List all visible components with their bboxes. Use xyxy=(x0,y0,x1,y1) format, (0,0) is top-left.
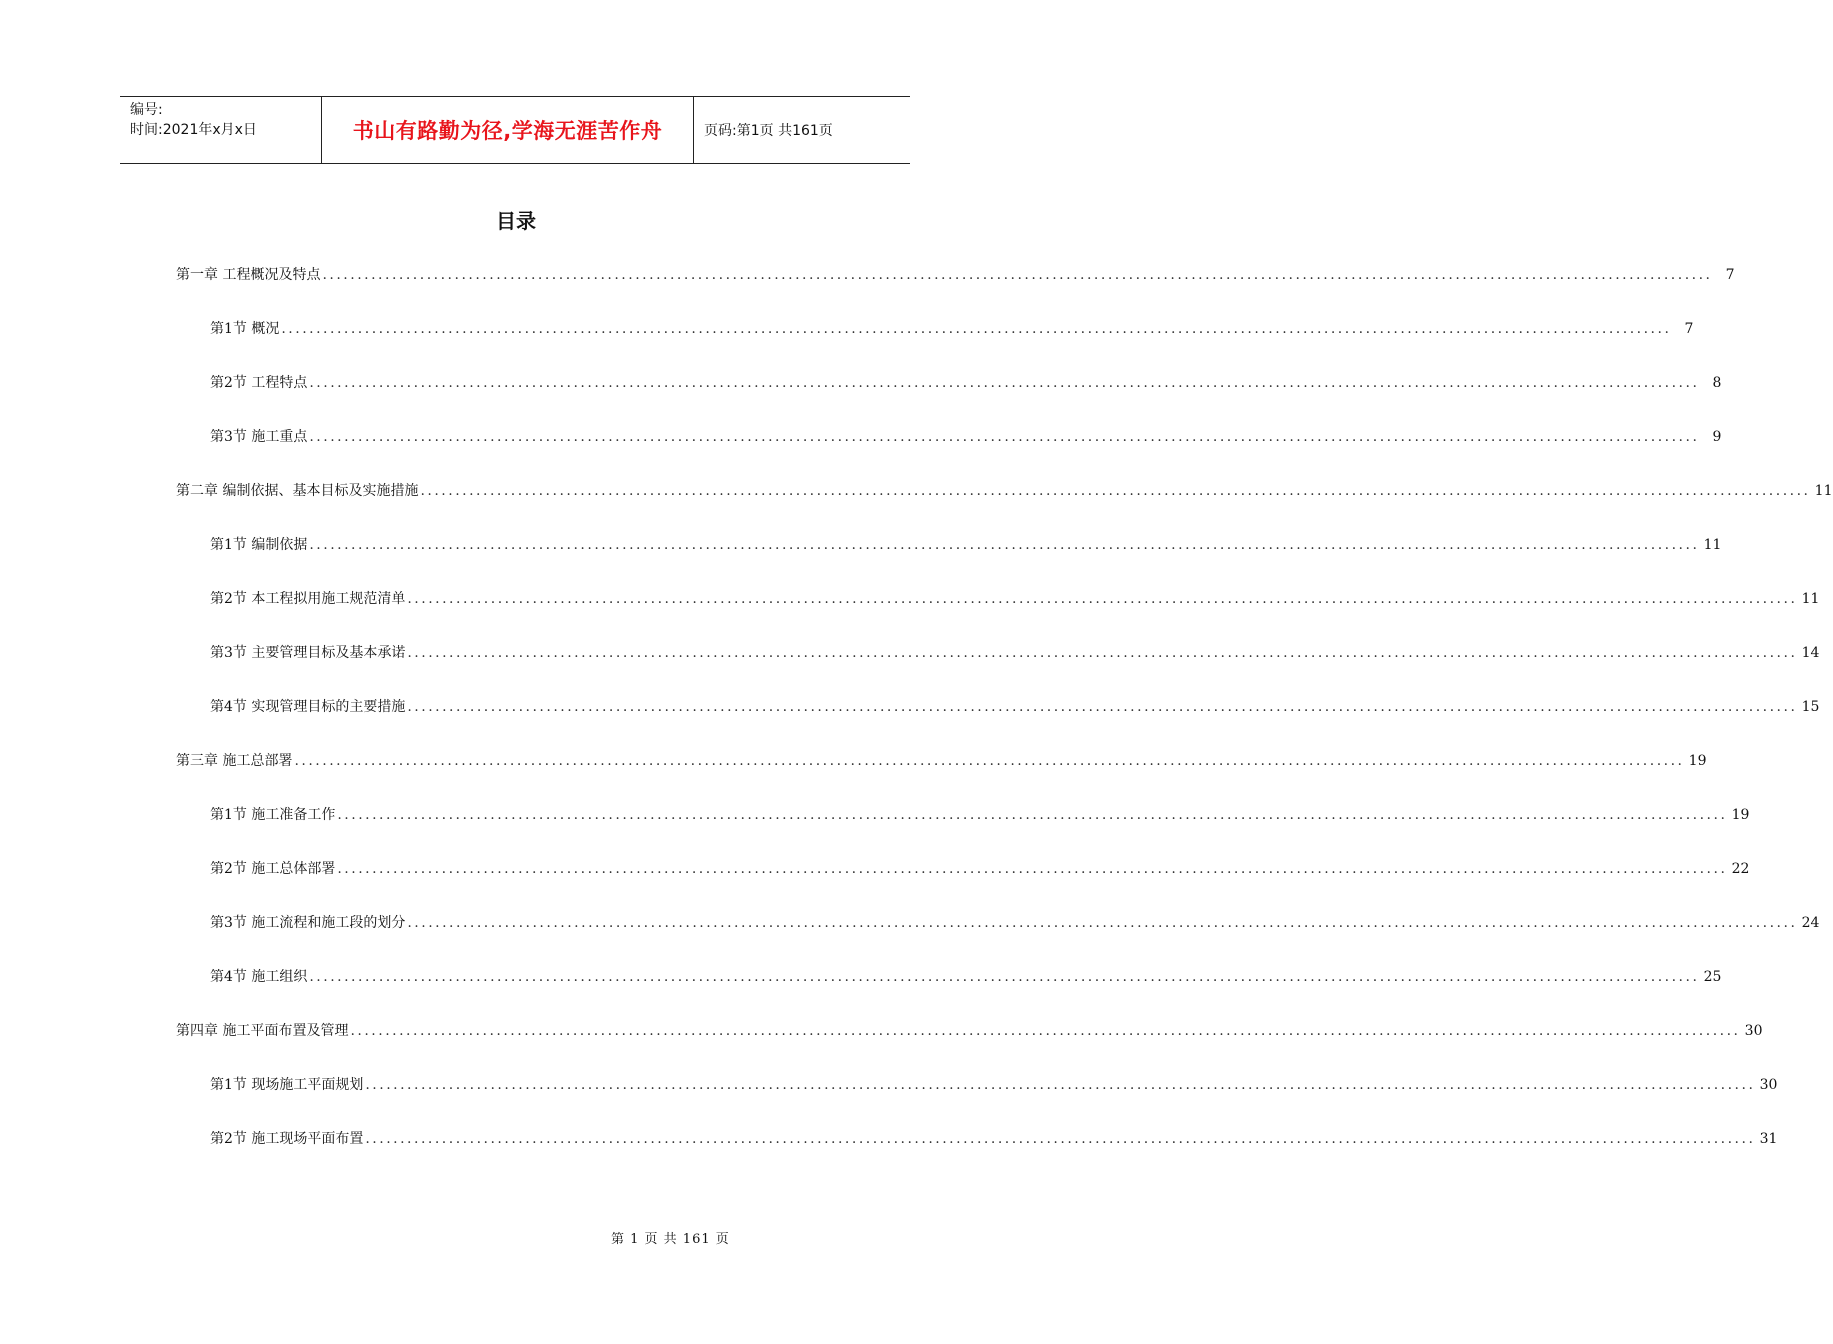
toc-entry[interactable] xyxy=(0,641,1820,695)
toc-entry-page: 15 xyxy=(1801,699,1820,715)
toc-entry-label: 第三章 施工总部署 xyxy=(176,753,293,769)
toc-entry-page: 30 xyxy=(1744,1023,1763,1039)
toc-entry-label: 第4节 施工组织 xyxy=(210,969,308,985)
toc-leader-dots: ........................................................................................................................................................................................................ xyxy=(407,591,1798,607)
toc-leader-dots: ........................................................................................................................................................................................................ xyxy=(407,915,1798,931)
toc-leader-dots: ........................................................................................................................................................................................................ xyxy=(337,807,1728,823)
document-header xyxy=(120,96,910,164)
toc-entry-page: 8 xyxy=(1712,375,1722,391)
toc-leader-dots: ........................................................................................................................................................................................................ xyxy=(407,645,1798,661)
toc-leader-dots: ........................................................................................................................................................................................................ xyxy=(281,321,1672,337)
toc-leader-dots: ........................................................................................................................................................................................................ xyxy=(365,1131,1756,1147)
toc-entry-label: 第2节 本工程拟用施工规范清单 xyxy=(210,591,406,607)
toc-entry-page: 19 xyxy=(1688,753,1707,769)
toc-entry-label: 第一章 工程概况及特点 xyxy=(176,267,321,283)
toc-entry-label: 第1节 施工准备工作 xyxy=(210,807,336,823)
header-motto-cell xyxy=(322,97,694,163)
toc-entry-page: 7 xyxy=(1725,267,1735,283)
toc-entry[interactable] xyxy=(0,479,1833,533)
toc-entry-page: 9 xyxy=(1712,429,1722,445)
toc-entry-label: 第2节 工程特点 xyxy=(210,375,308,391)
toc-leader-dots: ........................................................................................................................................................................................................ xyxy=(322,267,1713,283)
toc-entry[interactable] xyxy=(0,911,1820,965)
toc-entry[interactable] xyxy=(0,317,1694,371)
toc-entry-page: 11 xyxy=(1814,483,1833,499)
toc-entry[interactable] xyxy=(0,425,1722,479)
toc-title: 目录 xyxy=(496,209,536,233)
toc-leader-dots: ........................................................................................................................................................................................................ xyxy=(365,1077,1756,1093)
toc-entry-label: 第2节 施工总体部署 xyxy=(210,861,336,877)
toc-entry-page: 24 xyxy=(1801,915,1820,931)
header-meta-cell xyxy=(120,97,322,163)
toc-entry[interactable] xyxy=(0,803,1750,857)
toc-leader-dots: ........................................................................................................................................................................................................ xyxy=(350,1023,1741,1039)
toc-leader-dots: ........................................................................................................................................................................................................ xyxy=(294,753,1685,769)
toc-entry[interactable] xyxy=(0,371,1722,425)
toc-entry-page: 7 xyxy=(1684,321,1694,337)
toc-entry[interactable] xyxy=(0,1073,1778,1127)
toc-entry[interactable] xyxy=(0,587,1820,641)
toc-entry[interactable] xyxy=(0,857,1750,911)
toc-entry[interactable] xyxy=(0,695,1820,749)
toc-entry[interactable] xyxy=(0,749,1707,803)
toc-entry-label: 第2节 施工现场平面布置 xyxy=(210,1131,364,1147)
toc-entry-label: 第3节 施工重点 xyxy=(210,429,308,445)
toc-leader-dots: ........................................................................................................................................................................................................ xyxy=(309,429,1700,445)
document-number-label: 编号: xyxy=(130,102,163,118)
toc-entry-label: 第1节 编制依据 xyxy=(210,537,308,553)
toc-leader-dots: ........................................................................................................................................................................................................ xyxy=(337,861,1728,877)
toc-entry[interactable] xyxy=(0,1127,1778,1181)
toc-entry-page: 14 xyxy=(1801,645,1820,661)
toc-leader-dots: ........................................................................................................................................................................................................ xyxy=(309,537,1700,553)
toc-entry-label: 第四章 施工平面布置及管理 xyxy=(176,1023,349,1039)
toc-entry-page: 11 xyxy=(1801,591,1820,607)
header-page-cell xyxy=(694,97,910,163)
toc-entry-label: 第4节 实现管理目标的主要措施 xyxy=(210,699,406,715)
toc-leader-dots: ........................................................................................................................................................................................................ xyxy=(309,375,1700,391)
toc-entry-label: 第1节 现场施工平面规划 xyxy=(210,1077,364,1093)
toc-entry[interactable] xyxy=(0,1019,1763,1073)
toc-list xyxy=(0,263,1833,1181)
toc-entry-page: 22 xyxy=(1731,861,1750,877)
header-page-info: 页码:第1页 共161页 xyxy=(704,123,833,139)
document-time-label: 时间:2021年x月x日 xyxy=(130,122,257,138)
toc-entry[interactable] xyxy=(0,965,1722,1019)
toc-entry-label: 第二章 编制依据、基本目标及实施措施 xyxy=(176,483,419,499)
toc-entry-label: 第3节 施工流程和施工段的划分 xyxy=(210,915,406,931)
toc-entry[interactable] xyxy=(0,533,1722,587)
toc-entry[interactable] xyxy=(0,263,1735,317)
toc-entry-page: 30 xyxy=(1759,1077,1778,1093)
toc-entry-label: 第1节 概况 xyxy=(210,321,280,337)
toc-leader-dots: ........................................................................................................................................................................................................ xyxy=(407,699,1798,715)
toc-leader-dots: ........................................................................................................................................................................................................ xyxy=(420,483,1811,499)
toc-entry-label: 第3节 主要管理目标及基本承诺 xyxy=(210,645,406,661)
header-motto: 书山有路勤为径,学海无涯苦作舟 xyxy=(352,119,663,143)
page-footer: 第 1 页 共 161 页 xyxy=(611,1232,730,1247)
toc-leader-dots: ........................................................................................................................................................................................................ xyxy=(309,969,1700,985)
toc-entry-page: 25 xyxy=(1703,969,1722,985)
toc-entry-page: 11 xyxy=(1703,537,1722,553)
toc-entry-page: 19 xyxy=(1731,807,1750,823)
toc-entry-page: 31 xyxy=(1759,1131,1778,1147)
